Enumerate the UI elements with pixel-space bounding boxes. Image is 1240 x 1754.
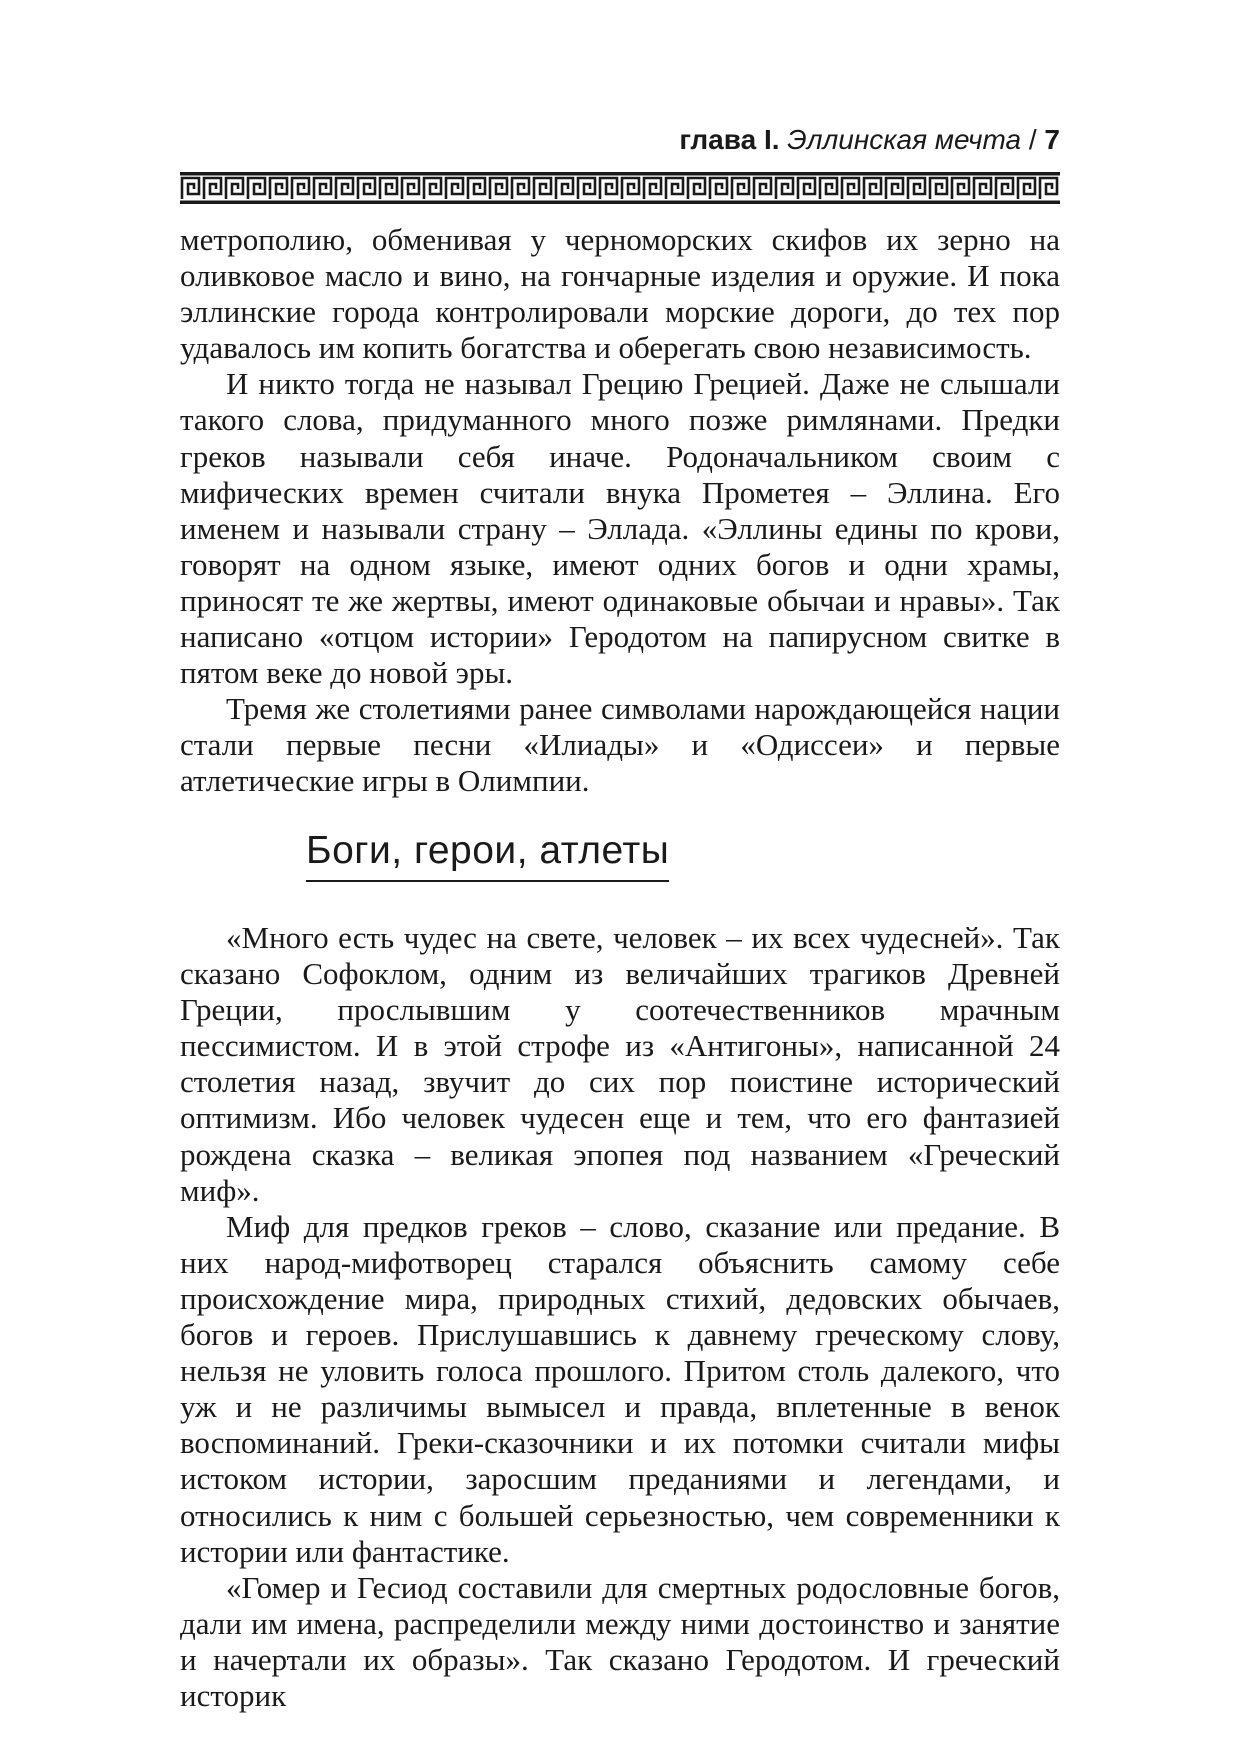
body-text-section xyxy=(180,920,1060,1714)
section-heading: Боги, герои, атлеты xyxy=(306,826,669,882)
body-text-top xyxy=(180,222,1060,800)
paragraph: «Много есть чудес на свете, человек – их всех чудесней». Так сказано Софоклом, одним из величайших трагиков Древней Греции, прослывшим у соотечественников мрачным пессимистом. И в этой строфе из «Антигоны», написанной 24 столетия назад, звучит до сих пор поистине исторический оптимизм. Ибо человек чудесен еще и тем, что его фантазией рождена сказка – великая эпопея под названием «Греческий миф». xyxy=(180,920,1060,1208)
greek-key-border xyxy=(180,172,1060,204)
paragraph: Миф для предков греков – слово, сказание или предание. В них народ-мифотворец старался объяснить самому себе происхождение мира, природных стихий, дедовских обычаев, богов и героев. Прислушавшись к давнему греческому слову, нельзя не уловить голоса прошлого. Притом столь далекого, что уж и не различимы вымысел и правда, вплетенные в венок воспоминаний. Греки-сказочники и их потомки считали мифы истоком истории, заросшим преданиями и легендами, и относились к ним с большей серьезностью, чем современники к истории или фантастике. xyxy=(180,1208,1060,1569)
header-separator: / xyxy=(1028,124,1037,155)
paragraph: метрополию, обменивая у черноморских скифов их зерно на оливковое масло и вино, на гончарные изделия и оружие. И пока эллинские города контролировали морские дороги, до тех пор удавалось им копить богатства и оберегать свою независимость. xyxy=(180,222,1060,366)
paragraph: И никто тогда не называл Грецию Грецией. Даже не слышали такого слова, придуманного много позже римлянами. Предки греков называли себя иначе. Родоначальником своим с мифических времен считали внука Прометея – Эллина. Его именем и называли страну – Эллада. «Эллины едины по крови, говорят на одном языке, имеют одних богов и одни храмы, приносят те же жертвы, имеют одинаковые обычаи и нравы». Так написано «отцом истории» Геродотом на папирусном свитке в пятом веке до новой эры. xyxy=(180,366,1060,691)
page-number: 7 xyxy=(1044,124,1060,155)
paragraph: Тремя же столетиями ранее символами нарождающейся нации стали первые песни «Илиады» и «Одиссеи» и первые атлетические игры в Олимпии. xyxy=(180,691,1060,799)
chapter-label: глава I. xyxy=(679,124,780,155)
running-header xyxy=(180,120,1060,160)
chapter-title: Эллинская мечта xyxy=(787,124,1022,155)
paragraph: «Гомер и Гесиод составили для смертных родословные богов, дали им имена, распределили между ними достоинство и занятие и начертали их образы». Так сказано Геродотом. И греческий историк xyxy=(180,1569,1060,1713)
